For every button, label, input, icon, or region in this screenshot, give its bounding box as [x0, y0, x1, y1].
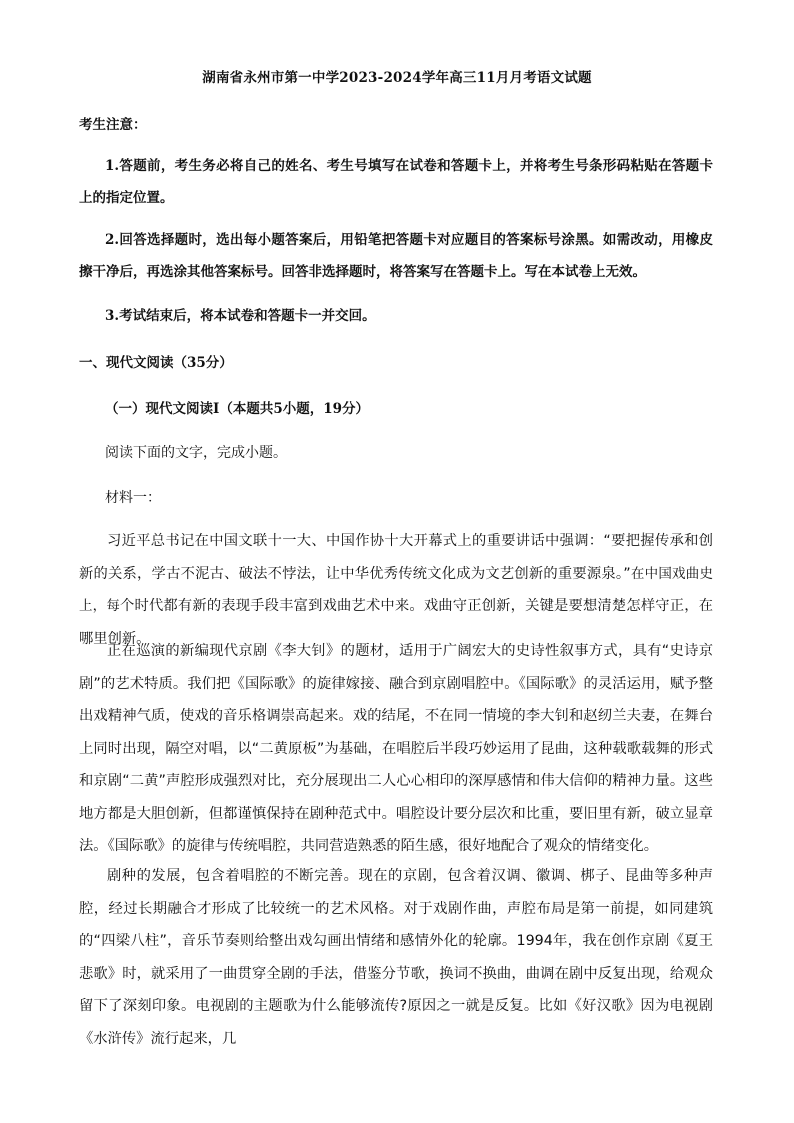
- section-heading: 一、现代文阅读（35分）: [79, 355, 233, 371]
- paragraph-1-main: 习近平总书记在中国文联十一大、中国作协十大开幕式上的重要讲话中强调：“要把握传承和创新的关系，学古不泥古、破法不悖法，让中华优秀传统文化成为文艺创新的重要源泉。”: [79, 533, 713, 582]
- notice-item-2: 2.回答选择题时，选出每小题答案后，用铅笔把答题卡对应题目的答案标号涂黑。如需改动，用橡皮擦干净后，再选涂其他答案标号。回答非选择题时，将答案写在答题卡上。写在本试卷上无效。: [79, 232, 713, 280]
- paragraph-2: 正在巡演的新编现代京剧《李大钊》的题材，适用于广阔宏大的史诗性叙事方式，具有“史诗京剧”的艺术特质。我们把《国际歌》的旋律嫁接、融合到京剧唱腔中。《国际歌》的灵活运用，赋予整出戏精神气质，使戏的音乐格调崇高起来。戏的结尾，不在同一情境的李大钊和赵纫兰夫妻，在舞台上同时出现，隔空对唱，以“二黄原板”为基础，在唱腔后半段巧妙运用了昆曲，这种载歌载舞的形式和京剧“二黄”声腔形成强烈对比，充分展现出二人心心相印的深厚感情和伟大信仰的精神力量。这些地方都是大胆创新，但都谨慎保持在剧种范式中。唱腔设计要分层次和比重，要旧里有新，破立显章法。《国际歌》的旋律与传统唱腔，共同营造熟悉的陌生感，很好地配合了观众的情绪变化。: [79, 643, 713, 854]
- paragraph-1-tail: 个时代都有新的表现手段丰富到戏曲艺术中来。戏曲守正创新，关键是要想清楚怎样守正，在哪里创新。: [79, 598, 713, 647]
- paragraph-1-serif: 在中国戏曲史上，每: [79, 565, 713, 614]
- paragraph-3: 剧种的发展，包含着唱腔的不断完善。现在的京剧，包含着汉调、徽调、梆子、昆曲等多种声腔，经过长期融合才形成了比较统一的艺术风格。对于戏剧作曲，声腔布局是第一前提，如同建筑的“四梁八柱”，音乐节奏则给整出戏勾画出情绪和感情外化的轮廓。1994年，我在创作京剧《夏王悲歌》时，就采用了一曲贯穿全剧的手法，借鉴分节歌，换词不换曲，曲调在剧中反复出现，给观众留下了深刻印象。电视剧的主题歌为什么能够流传?原因之一就是反复。比如《好汉歌》因为电视剧《水浒传》流行起来，几: [79, 868, 713, 1047]
- notice-item-3: 3.考试结束后，将本试卷和答题卡一并交回。: [105, 308, 376, 324]
- reading-instruction: 阅读下面的文字，完成小题。: [105, 445, 287, 461]
- notice-label: 考生注意：: [79, 117, 147, 133]
- subsection-heading: （一）现代文阅读Ⅰ（本题共5小题，19分）: [105, 401, 369, 417]
- notice-item-1: 1.答题前，考生务必将自己的姓名、考生号填写在试卷和答题卡上，并将考生号条形码粘贴在答题卡上的指定位置。: [79, 158, 713, 206]
- exam-title: 湖南省永州市第一中学2023-2024学年高三11月月考语文试题: [202, 70, 592, 86]
- material-label: 材料一：: [105, 490, 161, 506]
